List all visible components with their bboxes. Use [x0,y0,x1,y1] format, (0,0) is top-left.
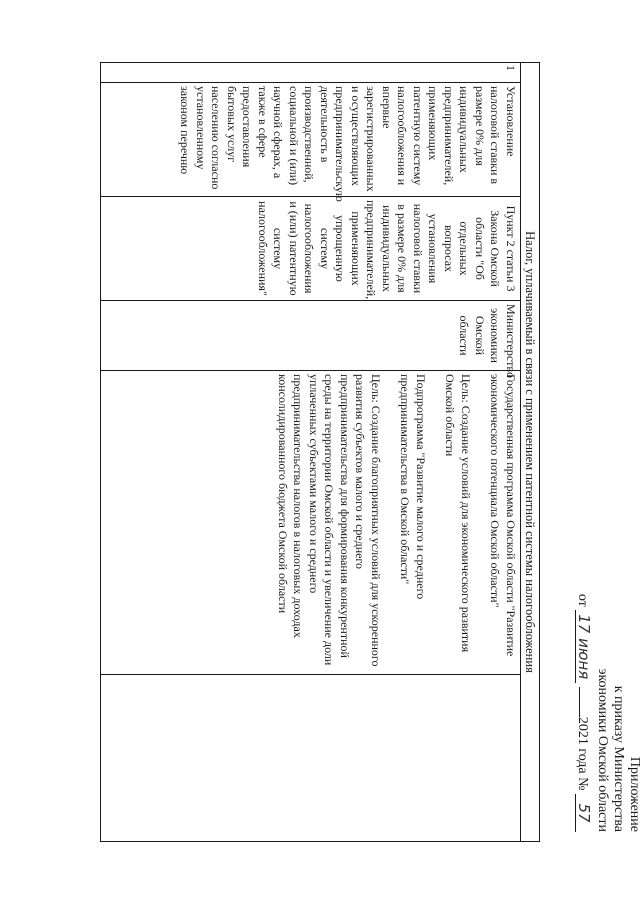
program-cell [101,371,520,675]
subprogram-title: Подпрограмма "Развитие малого и среднего предпринимательства в Омской области" [398,374,428,600]
program-title: Государственная программа Омской области "Развитие экономического потенциала Омской области" [488,374,518,657]
empty-cell [101,675,520,841]
ministry-cell: Министерство экономики Омской области [101,301,520,371]
appendix-date-line [574,502,592,832]
program-goal: Цель: Создание условий для экономического развития Омской области [443,374,473,653]
table-row [101,63,520,841]
appendix-title: Приложение [627,756,642,832]
law-cell: Пункт 2 статьи 3 Закона Омской области "Об отдельных вопросах установления налоговой ставки в размере 0% для индивидуальных предпринимателей, применяющих упрощенную систему налогообложения и (или) патентную систему налогообложения" [101,197,520,301]
row-number: 1 [101,63,520,83]
tax-measures-table [100,62,540,842]
rotated-sheet [100,62,642,842]
year-text: 2021 года № [575,716,590,791]
appendix-ministry-line: экономики Омской области [595,668,610,832]
measure-cell: Установление налоговой ставки в размере 0% для индивидуальных предпринимателей, применяющих патентную систему налогообложения и впервые зарегистрированных и осуществляющих предпринимательскую деятельность в производственной, социальной и (или) научной сферах, а также в сфере предоставления бытовых услуг населению согласно установленному законом перечню [101,83,520,197]
date-blank [579,687,580,717]
handwritten-number: 57 [575,794,592,832]
appendix-order-line: к приказу Министерства [611,685,626,832]
table-section-header: Налог, уплачиваемый в связи с применением патентной системы налогообложения [520,63,539,841]
handwritten-date: 17 июня [575,610,592,683]
appendix-stamp [574,502,642,832]
date-prefix: от [575,593,590,607]
subprogram-goal: Цель: Создание благоприятных условий для ускоренного развития субъектов малого и среднего предпринимательства для формирования конкурентной среды на территории Омской области и увеличение доли уплаченных субъектами малого и среднего предпринимательства налогов в налоговых доходах консолидированного бюджета Омской области [276,374,383,667]
